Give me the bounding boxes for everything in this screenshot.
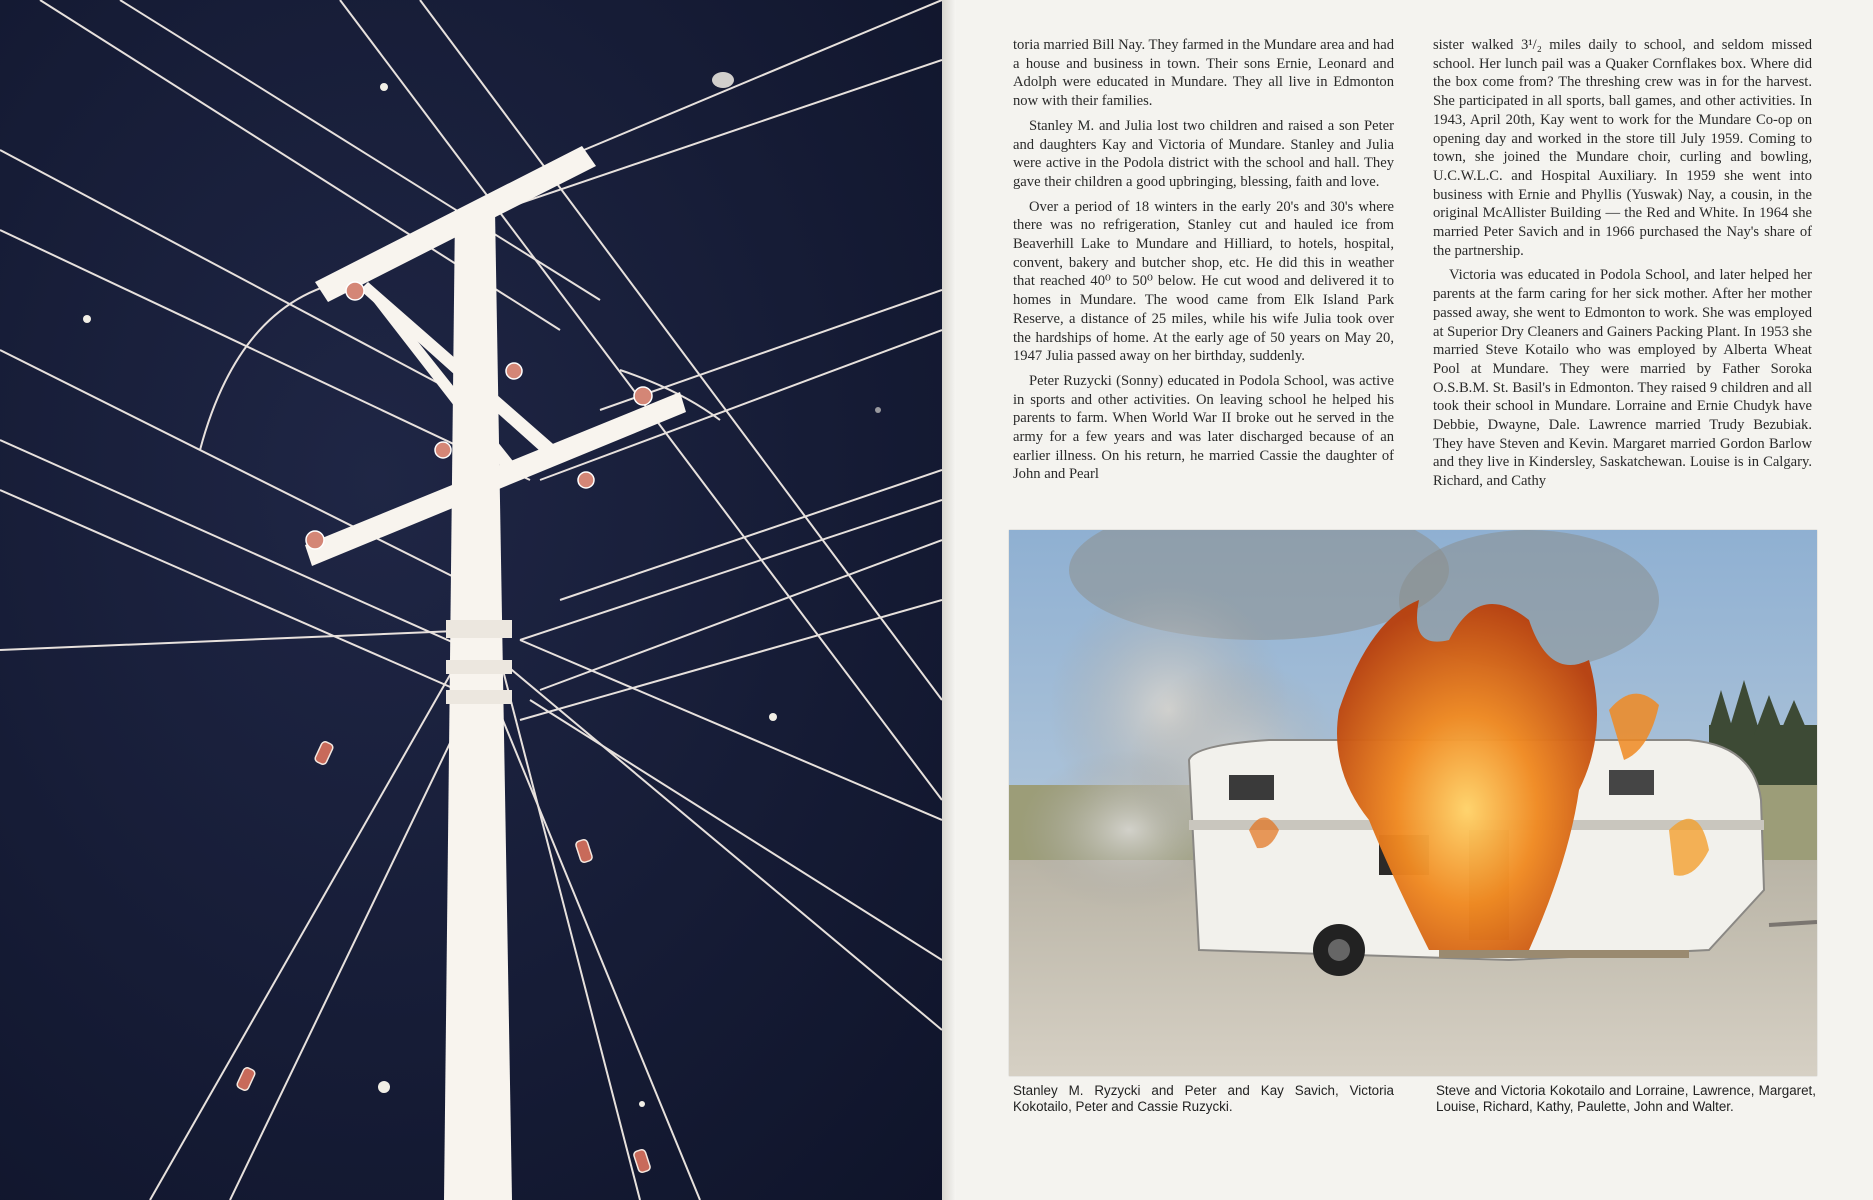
paragraph: toria married Bill Nay. They farmed in the Mundare area and had a house and business in town. Their sons Ernie, Leonard and Adolph were educated in Mundare. They all live in Edmonton now with their families. <box>1013 37 1394 110</box>
text-column-right <box>1433 36 1812 528</box>
paragraph: Peter Ruzycki (Sonny) educated in Podola School, was active in sports and other activities. On leaving school he helped his parents to farm. When World War II broke out he served in the army for a few years and was later discharged because of an earlier illness. On his return, he married Cassie the daughter of John and Pearl <box>1013 372 1394 483</box>
paragraph: Victoria was educated in Podola School, and later helped her parents at the farm caring for her sick mother. After her mother passed away, she went to Edmonton to work. She was employed at Superior Dry Cleaners and Gainers Packing Plant. In 1953 she married Steve Kotailo who was employed by Alberta Wheat Pool at Mundare. They were married by Father Soroka O.S.B.M. St. Basil's in Edmonton. They raised 9 children and all took their school in Mundare. Lorraine and Ernie Chudyk have Debbie, Dwayne, Dale. Lawrence married Trudy Bezubiak. They have Steven and Kevin. Margaret married Gordon Barlow and they live in Kindersley, Saskatchewan. Louise is in Calgary. Richard, and Cathy <box>1433 267 1812 490</box>
text-column-left <box>1013 36 1394 528</box>
paragraph: Over a period of 18 winters in the early 20's and 30's where there was no refrigeration, Stanley cut and hauled ice from Beaverhill Lake to Mundare and Hilliard, to hotels, hospital, convent, bakery and butcher shop, etc. He did this in weather that reached 40⁰ to 50⁰ below. He cut wood and delivered it to homes in Mundare. The wood came from Elk Island Park Reserve, a distance of 25 miles, while his wife Julia took over the hardships of home. At the early age of 50 years on May 20, 1947 Julia passed away on her birthday, suddenly. <box>1013 198 1394 365</box>
burning-trailer-illustration <box>1009 530 1817 1076</box>
utility-pole <box>305 146 686 1200</box>
photo-caption-left: Stanley M. Ryzycki and Peter and Kay Savich, Victoria Kokotailo, Peter and Cassie Ruzycki. <box>1013 1083 1394 1114</box>
burning-trailer-photo <box>1009 530 1817 1076</box>
guy-insulators <box>236 740 651 1173</box>
photo-caption-right: Steve and Victoria Kokotailo and Lorraine, Lawrence, Margaret, Louise, Richard, Kathy, Paulette, John and Walter. <box>1436 1083 1816 1114</box>
paragraph: sister walked 3¹/₂ miles daily to school, and seldom missed school. Her lunch pail was a Quaker Cornflakes box. Where did the box come from? The threshing crew was in for the harvest. She participated in all sports, ball games, and other activities. In 1943, April 20th, Kay went to work for the Mundare Co-op on opening day and worked in the store till July 1959. Coming to town, she joined the Mundare choir, curling and bowling, U.C.W.L.C. and Hospital Auxiliary. In 1959 she went into business with Ernie and Phyllis (Yuswak) Nay, a cousin, in the original McAllister Building — the Red and White. In 1964 she married Peter Savich and in 1966 purchased the Nay's share of the partnership. <box>1433 37 1812 259</box>
page-gutter <box>942 0 956 1200</box>
paragraph: Stanley M. and Julia lost two children and raised a son Peter and daughters Kay and Victoria of Mundare. Stanley and Julia were active in the Podola district with the school and hall. They gave their children a good upbringing, blessing, faith and love. <box>1013 117 1394 190</box>
